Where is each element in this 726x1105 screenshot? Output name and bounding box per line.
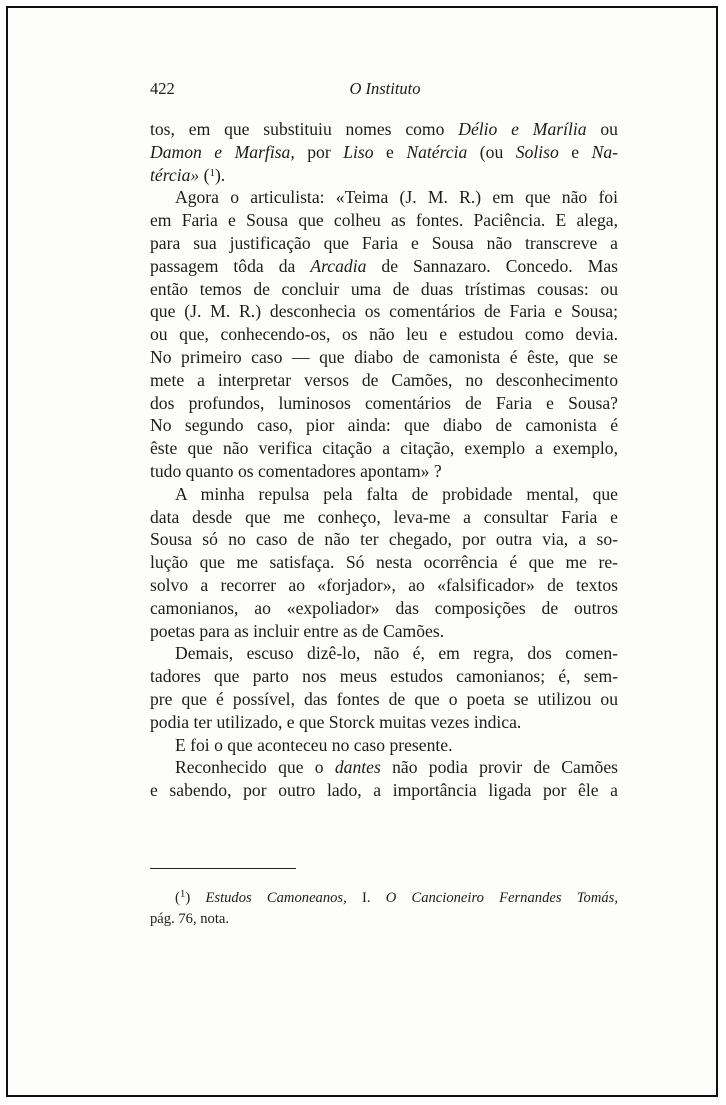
text-line: No primeiro caso — que diabo de camonista é êste, que se bbox=[150, 346, 618, 367]
text-line: E foi o que aconteceu no caso presente. bbox=[175, 734, 453, 755]
footnote bbox=[150, 888, 618, 930]
paragraph-5 bbox=[150, 734, 618, 757]
text-line: mete a interpretar versos de Camões, no desconhecimento bbox=[150, 369, 618, 390]
text-line: Reconhecido que o dantes não podia provir de Camões bbox=[175, 757, 618, 778]
text-line: poetas para as incluir entre as de Camões. bbox=[150, 620, 445, 641]
body-text bbox=[150, 118, 618, 802]
paragraph-6 bbox=[150, 756, 618, 802]
page-number: 422 bbox=[150, 79, 175, 98]
text-line: tudo quanto os comentadores apontam» ? bbox=[150, 460, 442, 481]
footnote-rule bbox=[150, 868, 296, 869]
text-line: então temos de concluir uma de duas trístimas cousas: ou bbox=[150, 278, 618, 299]
text-line: No segundo caso, pior ainda: que diabo de camonista é bbox=[150, 415, 618, 436]
text-line: lução que me satisfaça. Só nesta ocorrência é que me re- bbox=[150, 552, 618, 573]
text-line: êste que não verifica citação a citação, exemplo a exemplo, bbox=[150, 438, 618, 459]
text-line: passagem tôda da Arcadia de Sannazaro. Concedo. Mas bbox=[150, 255, 618, 276]
paragraph-1 bbox=[150, 118, 618, 186]
text-line: A minha repulsa pela falta de probidade mental, que bbox=[175, 483, 618, 504]
text-line: podia ter utilizado, e que Storck muitas vezes indica. bbox=[150, 711, 522, 732]
paragraph-3 bbox=[150, 483, 618, 643]
text-line: para sua justificação que Faria e Sousa não transcreve a bbox=[150, 232, 618, 253]
text-line: pre que é possível, das fontes de que o poeta se utilizou ou bbox=[150, 688, 618, 709]
text-line: ou que, conhecendo-os, os não leu e estudou como devia. bbox=[150, 324, 618, 345]
text-line: tadores que parto nos meus estudos camonianos; é, sem- bbox=[150, 666, 618, 687]
running-title: O Instituto bbox=[349, 79, 421, 98]
page-header bbox=[150, 79, 620, 103]
text-line: solvo a recorrer ao «forjador», ao «falsificador» de textos bbox=[150, 574, 618, 595]
text-line: camonianos, ao «expoliador» das composições de outros bbox=[150, 597, 618, 618]
text-line: tércia» ($^1$). bbox=[150, 164, 226, 185]
text-line: que (J. M. R.) desconhecia os comentários de Faria e Sousa; bbox=[150, 301, 618, 322]
text-line: Agora o articulista: «Teima (J. M. R.) em que não foi bbox=[175, 187, 618, 208]
paragraph-2 bbox=[150, 186, 618, 482]
text-line: Sousa só no caso de não ter chegado, por outra via, a so- bbox=[150, 529, 618, 550]
paragraph-4 bbox=[150, 642, 618, 733]
text-line: Demais, escuso dizê-lo, não é, em regra, dos comen- bbox=[175, 643, 618, 664]
text-line: dos profundos, luminosos comentários de Faria e Sousa? bbox=[150, 392, 618, 413]
text-line: data desde que me conheço, leva-me a consultar Faria e bbox=[150, 506, 618, 527]
footnote-line: pág. 76, nota. bbox=[150, 911, 230, 927]
footnote-line: ($^1$) Estudos Camoneanos, I. O Cancioneiro Fernandes Tomás, bbox=[175, 888, 618, 906]
text-line: tos, em que substituiu nomes como Délio e Marília ou bbox=[150, 119, 618, 139]
text-line: Damon e Marfisa, por Liso e Natércia (ou Soliso e Na- bbox=[150, 141, 618, 162]
text-line: e sabendo, por outro lado, a importância ligada por êle a bbox=[150, 780, 618, 801]
text-line: em Faria e Sousa que colheu as fontes. Paciência. E alega, bbox=[150, 210, 618, 231]
footnote-ref: 1 bbox=[209, 166, 215, 179]
